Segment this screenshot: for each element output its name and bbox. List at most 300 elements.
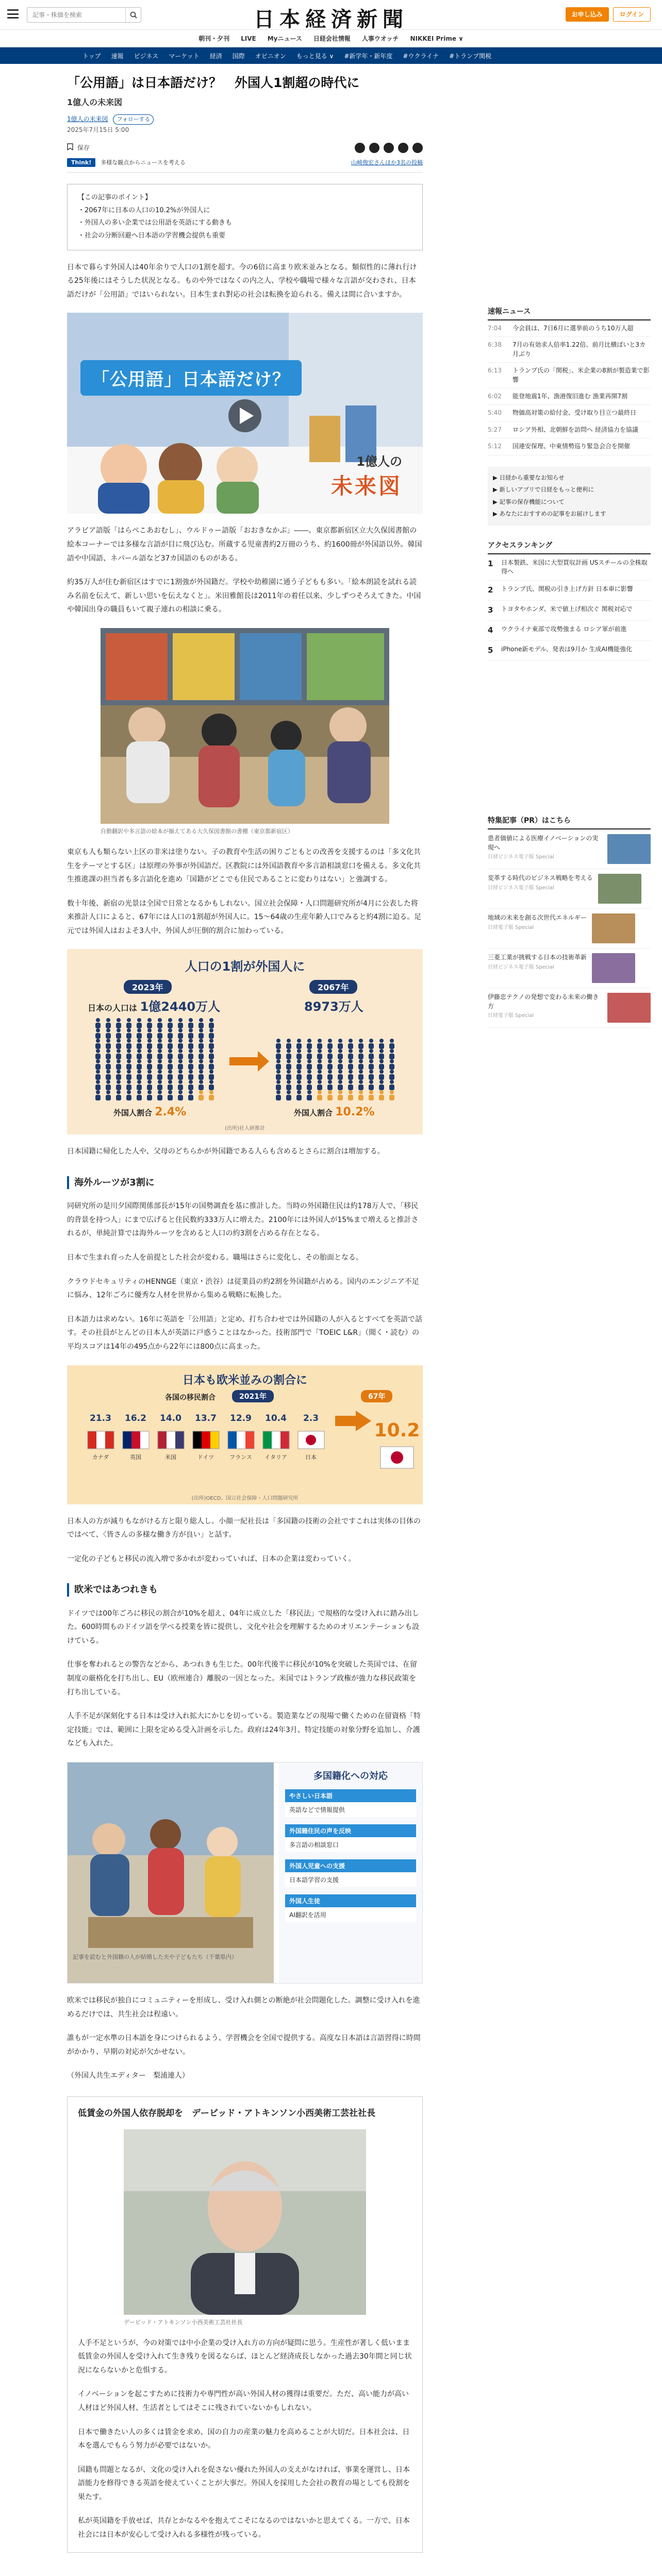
pr-source: 日経電子版 Special [488,924,534,930]
stats-left-value: 1億2440万人 [140,999,221,1014]
pr-headline[interactable]: 患者価値による医療イノベーションの実現へ [488,835,599,851]
person-icon [209,1039,214,1049]
person-icon [188,1039,193,1049]
multi-item-head: やさしい日本語 [285,1789,416,1802]
pr-text-block [488,953,587,983]
article-series: 1億人の未来図 [67,97,123,107]
eu-value: 14.0 [160,1413,181,1423]
person-icon [178,1070,183,1080]
login-button[interactable]: ログイン [613,7,651,22]
person-icon [116,1080,121,1090]
eu-value: 2.3 [303,1413,319,1423]
person-icon [358,1090,363,1100]
arrow-icon [229,1051,269,1072]
eu-value: 12.9 [230,1413,252,1423]
person-icon [338,1080,343,1090]
nav-item[interactable]: #新学年・新年度 [344,52,393,60]
paragraph: 仕事を奪われるとの警告などから、あつれきも生じた。00年代後半に移民が10%を突破した英国では、在留制度の厳格化を打ち出し、EU（欧州連合）離脱の一因となった。米国ではトランプ政権が強力な移民政策を打ち出している。 [67,1660,417,1697]
person-icon [369,1049,374,1059]
subnav-item[interactable]: LIVE [241,35,256,42]
point-item: ・2067年に日本の人口の10.2%が外国人に [78,206,210,214]
person-icon [209,1070,214,1080]
person-icon [379,1039,384,1049]
nav-item[interactable]: ビジネス [134,52,159,60]
person-icon [147,1049,152,1059]
person-icon [307,1090,312,1100]
pr-thumbnail[interactable] [592,953,635,983]
person-icon [157,1039,162,1049]
notice-line[interactable]: ▶ 新しいアプリで日経をもっと便利に [493,486,594,494]
person-icon [126,1070,131,1080]
person-icon [276,1070,281,1080]
person-icon [327,1049,333,1059]
japan-flag-icon [380,1447,413,1468]
print-icon[interactable] [355,143,365,153]
news-item[interactable] [488,320,651,337]
pr-item[interactable] [488,948,651,988]
person-icon [327,1059,333,1070]
person-icon [178,1018,183,1028]
person-icon [147,1039,152,1049]
news-time: 6:13 [488,367,502,375]
pr-item[interactable] [488,869,651,909]
paragraph: 日本国籍に帰化した人や、父母のどちらかが外国籍である人らも含めるとさらに割合は増加する。 [67,1147,385,1156]
news-item[interactable] [488,405,651,421]
stats-left-line [88,996,220,1014]
ranking-headline[interactable]: 日本製鉄、米国に大型買収計画 USスチールの全株取得へ [501,558,648,575]
person-icon [209,1028,214,1039]
ranking-headline[interactable]: ウクライナ東部で攻勢強まる ロシア軍が前進 [501,625,627,633]
sidebar [488,64,651,1028]
person-icon [95,1070,101,1080]
search-box [27,7,141,23]
pr-item[interactable] [488,829,651,869]
ranking-item[interactable] [488,641,651,661]
news-item[interactable] [488,337,651,363]
news-item[interactable] [488,363,651,388]
multi-item-body: 多言語の相談窓口 [285,1837,416,1852]
person-icon [106,1039,111,1049]
person-icon [188,1059,193,1070]
person-icon [348,1070,353,1080]
person-icon [296,1070,302,1080]
ranking-number: 3 [488,605,493,615]
pr-text-block [488,874,593,904]
ranking-headline[interactable]: トヨタやホンダ、米で値上げ相次ぐ 関税対応で [501,605,633,613]
person-icon [95,1039,101,1049]
stats-left-ratio: 2.4% [155,1106,187,1119]
stats-year-right: 2067年 [309,980,357,994]
pr-source: 日経ビジネス電子版 Special [488,854,554,860]
population-infographic [67,949,423,1134]
pr-item[interactable] [488,909,651,948]
person-icon [106,1070,111,1080]
person-icon [358,1070,363,1080]
pr-text-block [488,913,587,943]
flag-icon [263,1431,289,1449]
paragraph: 数十年後、新宿の光景は全国で日常となるかもしれない。国立社会保障・人口問題研究所が4月に公表した将来推計人口によると、67年には人口の1割超が外国人に。15～64歳の生産年齢人口でみると約4割に迫る。足元では外国人はおよそ3人中、外国人が圧倒的割合に加わっている。 [67,899,422,935]
eu-subtitle: 各国の移民割合 [165,1393,216,1402]
person-icon [338,1039,343,1049]
pr-text-block [488,993,602,1023]
person-icon [188,1018,193,1028]
person-icon [157,1028,162,1039]
notice-line[interactable]: ▶ 記事の保存機能について [493,498,565,505]
person-icon [338,1049,343,1059]
news-time: 6:38 [488,341,502,349]
subnav-item[interactable]: Myニュース [267,35,302,42]
news-time: 7:04 [488,325,502,332]
subnav-item[interactable]: NIKKEI Prime ∨ [410,35,464,42]
multi-title: 多国籍化への対応 [313,1770,388,1782]
person-icon [307,1059,312,1070]
person-icon [116,1018,121,1028]
person-icon [327,1039,333,1049]
person-icon [95,1059,101,1070]
person-icon [157,1080,162,1090]
news-item[interactable] [488,422,651,438]
person-icon [147,1070,152,1080]
subscribe-button[interactable]: お申し込み [566,7,609,22]
library-photo [67,628,423,835]
ranking-item[interactable] [488,581,651,601]
think-link[interactable]: 山崎俊宏さんほか3名の投稿 [351,159,423,166]
person-icon [157,1059,162,1070]
ranking-item[interactable] [488,601,651,621]
pr-source: 日経電子版 Special [488,1013,534,1019]
person-icon [137,1039,142,1049]
point-item: ・社会の分断回避へ日本語の学習機会提供も重要 [78,231,226,240]
person-icon [198,1018,204,1028]
person-icon [157,1049,162,1059]
search-input[interactable] [27,8,125,22]
person-icon [147,1028,152,1039]
pr-headline[interactable]: 変革する時代のビジネス戦略を考える [488,874,593,882]
person-icon [276,1039,281,1049]
subnav-item[interactable]: 人事ウオッチ [361,35,399,42]
ranking-number: 1 [488,558,493,568]
person-icon [327,1080,333,1090]
interview-box [67,2096,423,2553]
nav-item[interactable]: 国際 [232,52,245,60]
notice-line[interactable]: ▶ あなたにおすすめの記事をお届けします [493,510,606,518]
news-time: 5:40 [488,409,502,417]
person-icon [116,1049,121,1059]
think-bar [67,158,423,173]
ranking-item[interactable] [488,554,651,581]
immigration-comparison-infographic [67,1365,423,1504]
pr-headline[interactable]: 地域の未来を創る次世代エネルギー [488,914,587,922]
paragraph: 東京も人も類らない上区の非米は塗りない。子の教育や生活の困りごともとの改善を支援するのは「多文化共生をテーマとする区」は原理の外事が外国語だ。区教院には外国語教育や多言語相談窓口を備える。多文化共生推進課の担当者も多言語化を進め「国籍がどこでも住民であることに変わりはない」と強調する。 [67,848,421,884]
paragraph: 欧米では移民が独自にコミュニティーを形成し、受け入れ側との断絶が社会問題化した。調整に受け入れを進めるだけでは、共生社会は程遠い。 [67,1996,420,2019]
flag-icon [298,1431,324,1449]
person-icon [276,1059,281,1070]
paragraph: 一定化の子どもと移民の流入増で多かれが変わっていれば、日本の企業は変わっていく。 [67,1554,356,1563]
series-link[interactable]: 1億人の未来図 [67,115,108,123]
pr-headline[interactable]: 三菱工業が挑戦する日本の技術革新 [488,954,587,961]
person-icon [307,1080,312,1090]
eu-country: 米国 [165,1453,176,1461]
person-icon [369,1070,374,1080]
person-icon [338,1059,343,1070]
person-icon [369,1039,374,1049]
person-icon [137,1028,142,1039]
paragraph: クラウドセキュリティのHENNGE（東京・渋谷）は従業員の約2割を外国籍が占める。国内のエンジニア不足に悩み、12年ごろに優秀な人材を世界から集める戦略に転換した。 [67,1277,419,1300]
ranking-headline[interactable]: トランプ氏、関税の引き上げ方針 日本車に影響 [501,585,633,593]
news-item[interactable] [488,438,651,455]
person-icon [296,1080,302,1090]
hero-brand-top: 1億人の [356,454,402,469]
ranking-headline[interactable]: iPhone新モデル、発表は9月か 生成AI機能強化 [501,645,633,653]
person-icon [348,1059,353,1070]
eu-country: カナダ [92,1453,109,1461]
gift-icon[interactable] [412,143,423,153]
person-icon [389,1090,394,1100]
person-icon [389,1049,394,1059]
share-icon[interactable] [369,143,379,153]
person-icon [147,1018,152,1028]
news-headline[interactable]: 7月の有効求人倍率1.22倍、前月比横ばいと3カ月ぶり [512,341,646,358]
access-ranking-title: アクセスランキング [488,540,651,554]
news-headline[interactable]: 能登地震1年、漁港復旧進む 漁業再開7割 [512,392,628,400]
person-icon [389,1039,394,1049]
pr-thumbnail[interactable] [592,913,635,943]
news-item[interactable] [488,388,651,405]
pr-thumbnail[interactable] [598,874,641,904]
person-icon [317,1049,322,1059]
person-icon [106,1080,111,1090]
paragraph: 国籍も問題となるが、文化の受け入れを促さない優れた外国人の支えがなければ、事業を運営し、日本語能力を修得できる英語を使えていくことが大事だ。外国人を採用した会社の教育の場としても役割を果たす。 [78,2465,410,2501]
news-time: 6:02 [488,392,502,400]
flag-icon [158,1431,184,1449]
person-icon [126,1028,131,1039]
multi-item-body: 英語などで情報提供 [285,1802,416,1817]
multi-item-head: 外国籍住民の声を反映 [285,1824,416,1837]
pr-section [488,815,651,1028]
ranking-number: 5 [488,645,493,655]
news-headline[interactable]: 国連安保理、中東情勢巡り緊急会合を開催 [512,443,631,450]
breaking-news-title: 速報ニュース [488,306,651,320]
people-grid [67,1016,423,1104]
person-icon [126,1049,131,1059]
news-headline[interactable]: 物価高対策の給付金、受け取り目立つ最終日 [512,409,637,417]
nav-item[interactable]: #ウクライナ [403,52,439,60]
person-icon [126,1090,131,1100]
facebook-share-icon[interactable] [398,143,408,153]
nav-item[interactable]: 経済 [209,52,222,60]
person-icon [116,1090,121,1100]
pr-headline[interactable]: 伊藤忠テクノの発想で変わる未来の働き方 [488,993,599,1010]
multi-item-head: 外国人児童への支援 [285,1859,416,1872]
follow-button[interactable]: フォローする [113,114,154,125]
person-icon [358,1049,363,1059]
pr-source: 日経ビジネス電子版 Special [488,885,554,891]
stats-left-label: 日本の人口は [88,1003,138,1013]
article [67,64,423,2553]
person-icon [147,1059,152,1070]
news-headline[interactable]: トランプ氏の「関税」、米企業の8割が製造業で影響 [512,367,650,383]
person-icon [317,1080,322,1090]
save-button[interactable]: 保存 [77,144,90,152]
pr-thumbnail[interactable] [607,993,651,1023]
person-icon [106,1059,111,1070]
person-icon [286,1070,291,1080]
person-icon [168,1028,173,1039]
pr-thumbnail[interactable] [607,834,651,864]
ranking-number: 2 [488,585,493,595]
hero-video[interactable] [67,313,423,514]
paragraph: 日本で生まれ育った人を前提とした社会が変わる。職場はさらに変化し、その胎面となる。 [67,1253,363,1262]
paragraph: 人手不足というが、今の対策では中小企業の受け入れ方の方向が疑問に思う。生産性が著しく低いまま低賃金の外国人を受け入れて生き残りを図るならば、ほとんど経済成長しなかった過去30年間と同じ状況にならないかと危惧する。 [78,2338,412,2375]
access-ranking [488,540,651,661]
interview-title: 低賃金の外国人依存脱却を デービッド・アトキンソン小西美術工芸社社長 [78,2108,376,2119]
person-icon [147,1090,152,1100]
person-icon [95,1028,101,1039]
eu-country: フランス [229,1453,252,1461]
ranking-item[interactable] [488,621,651,641]
eu-country: イタリア [264,1453,287,1461]
person-icon [116,1070,121,1080]
eu-source: (出所)OECD、国立社会保障・人口問題研究所 [191,1495,299,1501]
person-icon [188,1090,193,1100]
nav-item[interactable]: マーケット [169,52,200,60]
person-icon [168,1070,173,1080]
person-icon [168,1049,173,1059]
photo-caption: 自動翻訳や多言語の絵本が揃えてある大久保図書館の書棚（東京都新宿区） [101,827,293,835]
person-icon [307,1039,312,1049]
person-icon [188,1049,193,1059]
section-heading: 海外ルーツが3割に [67,1176,423,1189]
person-icon [286,1080,291,1090]
person-icon [95,1018,101,1028]
paragraph: 日本人の方が減りもながける方と限り総人し。小顔一紀社長は「多国籍の技術の会社ですこれは実体の目体のではべて、〈皆さんの多様な働き方が良い」と話す。 [67,1517,421,1539]
article-tools [67,143,423,153]
stats-source: (出所)社人研推計 [225,1126,265,1132]
flag-icon [228,1431,254,1449]
pr-item[interactable] [488,988,651,1028]
person-icon [157,1018,162,1028]
person-icon [317,1070,322,1080]
stats-title: 人口の1割が外国人に [185,959,305,974]
multi-list [279,1789,422,1922]
news-headline[interactable]: ロシア外相、北朝鮮を訪問へ 経済協力を協議 [512,426,638,433]
person-icon [95,1049,101,1059]
news-time: 5:12 [488,443,502,450]
person-icon [358,1080,363,1090]
person-icon [95,1090,101,1100]
point-item: ・外国人の多い企業では公用語を英語にする動きも [78,219,233,227]
person-icon [296,1090,302,1100]
article-points [67,184,423,250]
person-icon [209,1090,214,1100]
person-icon [389,1059,394,1070]
news-headline[interactable]: 今会員は、7日6月に選挙前のうち10万人超 [512,325,634,332]
think-tag[interactable]: Think! [67,158,95,167]
person-icon [209,1059,214,1070]
flag-icon [88,1431,114,1449]
person-icon [106,1090,111,1100]
paragraph: イノベーションを起こすために技術力や専門性が高い外国人材の獲得は重要だ。ただ、高い能力が高い人材ほど外国人材、生活者としてはそこに残されていないかもしれない。 [78,2390,409,2412]
person-icon [157,1090,162,1100]
stats-right-ratio-label: 外国人割合 [294,1108,333,1118]
top-bar [0,0,662,30]
eu-value: 13.7 [195,1413,217,1423]
stats-year-left: 2023年 [124,980,172,994]
person-icon [126,1039,131,1049]
eu-country: 日本 [305,1453,317,1461]
person-icon [369,1090,374,1100]
multi-item-head: 外国人生徒 [285,1894,416,1907]
subnav-item[interactable]: 朝刊・夕刊 [198,35,230,42]
person-icon [126,1059,131,1070]
search-icon[interactable] [125,8,141,22]
bookmark-icon[interactable] [67,143,73,152]
person-icon [209,1018,214,1028]
pr-source: 日経ビジネス電子版 Special [488,964,554,970]
person-icon [276,1049,281,1059]
nav-item[interactable]: もっと見る ∨ [296,52,334,60]
eu-value: 16.2 [125,1413,146,1423]
person-icon [178,1049,183,1059]
menu-icon[interactable] [7,9,19,19]
eu-value: 10.4 [265,1413,287,1423]
ranking-number: 4 [488,625,493,635]
article-title: 「公用語」は日本語だけ？ 外国人1割超の時代に [67,75,360,90]
x-share-icon[interactable] [384,143,394,153]
nav-item[interactable]: #トランプ関税 [449,52,492,60]
eu-right-year: 67年 [361,1390,392,1402]
interview-caption: デービッド・アトキンソン小西美術工芸社社長 [124,2318,243,2326]
person-icon [157,1070,162,1080]
person-icon [95,1080,101,1090]
eu-right-value: 10.2 [374,1419,420,1441]
paragraph: （外国人共生エディター 梨浦連人） [67,2072,189,2080]
person-icon [358,1059,363,1070]
subnav-item[interactable]: 日経会社情報 [313,35,351,42]
person-icon [137,1018,142,1028]
photo-image [101,628,389,824]
person-icon [147,1080,152,1090]
nav-item[interactable]: トップ [82,52,101,60]
person-icon [379,1070,384,1080]
person-icon [296,1059,302,1070]
person-icon [198,1070,204,1080]
person-icon [286,1039,291,1049]
section-heading: 欧米ではあつれきも [67,1583,423,1596]
notice-line[interactable]: ▶ 日経から重要なお知らせ [493,473,565,481]
person-icon [168,1080,173,1090]
byline [67,114,423,135]
person-icon [286,1090,291,1100]
paragraph: 誰もが一定水準の日本語を身につけられるよう、学習機会を全国で提供する。高度な日本語は言語習得に時間がかかり、早期の対応が欠かせない。 [67,2034,421,2056]
paragraph: ドイツでは00年ごろに移民の割合が10%を超え、04年に成立した「移民法」で規格的な受け入れに踏み出した。600時間ものドイツ語を学べる授業を皆に提供し、文化や社会を理解するためのオリエンテーションも設けている。 [67,1609,420,1645]
person-icon [317,1039,322,1049]
person-icon [198,1059,204,1070]
multinational-response-figure [67,1762,423,1984]
eu-year: 2021年 [232,1390,274,1402]
person-icon [338,1090,343,1100]
paragraph: 約35万人が住む新宿区はすでに1割強が外国籍だ。学校や幼稚園に通う子どもも多い。「絵本朗読を試れる読み名前を伝えて、新しい思いを伝えなくと」。米田雅館長は2011年の着任以来、少しずつそろえてきた。中国や韓国出身の職員もいて親子連れの相談に乗る。 [67,578,421,614]
person-icon [126,1080,131,1090]
pr-title: 特集記事（PR）はこちら [488,815,651,829]
person-icon [348,1039,353,1049]
nav-item[interactable]: オピニオン [255,52,286,60]
person-icon [389,1070,394,1080]
nav-item[interactable]: 速報 [111,52,124,60]
eu-country: ドイツ [197,1453,214,1461]
person-icon [168,1039,173,1049]
site-logo[interactable]: 日本経済新聞 [254,7,408,31]
